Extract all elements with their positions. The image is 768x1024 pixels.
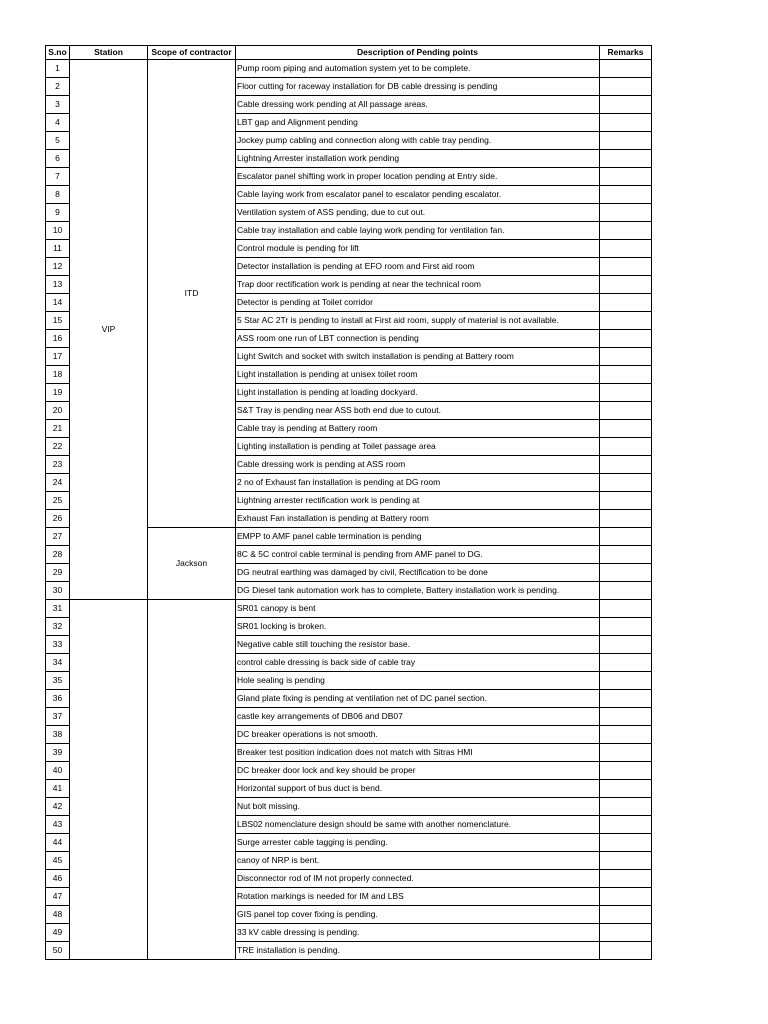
row-description: TRE installation is pending. — [236, 942, 600, 960]
header-sno: S.no — [46, 46, 70, 60]
row-remarks — [600, 258, 652, 276]
row-remarks — [600, 294, 652, 312]
row-remarks — [600, 780, 652, 798]
row-description: Exhaust Fan installation is pending at Battery room — [236, 510, 600, 528]
row-description: LBS02 nomenclature design should be same with another nomenclature. — [236, 816, 600, 834]
row-remarks — [600, 582, 652, 600]
row-remarks — [600, 276, 652, 294]
row-sno: 37 — [46, 708, 70, 726]
row-remarks — [600, 834, 652, 852]
row-remarks — [600, 546, 652, 564]
row-description: Light Switch and socket with switch installation is pending at Battery room — [236, 348, 600, 366]
row-remarks — [600, 312, 652, 330]
row-description: Nut bolt missing. — [236, 798, 600, 816]
row-remarks — [600, 942, 652, 960]
station-cell: VIP — [70, 60, 148, 600]
row-sno: 16 — [46, 330, 70, 348]
row-description: Jockey pump cabling and connection along with cable tray pending. — [236, 132, 600, 150]
row-description: Hole sealing is pending — [236, 672, 600, 690]
header-scope: Scope of contractor — [148, 46, 236, 60]
row-remarks — [600, 690, 652, 708]
row-description: Floor cutting for raceway installation for DB cable dressing is pending — [236, 78, 600, 96]
row-description: Disconnector rod of IM not properly connected. — [236, 870, 600, 888]
row-sno: 45 — [46, 852, 70, 870]
row-sno: 49 — [46, 924, 70, 942]
row-sno: 47 — [46, 888, 70, 906]
row-description: DG neutral earthing was damaged by civil, Rectification to be done — [236, 564, 600, 582]
row-description: DC breaker operations is not smooth. — [236, 726, 600, 744]
row-description: Control module is pending for lift — [236, 240, 600, 258]
row-description: Horizontal support of bus duct is bend. — [236, 780, 600, 798]
row-description: Detector installation is pending at EFO room and First aid room — [236, 258, 600, 276]
header-station: Station — [70, 46, 148, 60]
row-description: Trap door rectification work is pending at near the technical room — [236, 276, 600, 294]
row-description: canoy of NRP is bent. — [236, 852, 600, 870]
row-remarks — [600, 240, 652, 258]
scope-cell: Jackson — [148, 528, 236, 600]
row-sno: 7 — [46, 168, 70, 186]
row-sno: 31 — [46, 600, 70, 618]
header-row — [46, 46, 652, 60]
row-remarks — [600, 888, 652, 906]
row-remarks — [600, 384, 652, 402]
row-remarks — [600, 114, 652, 132]
row-remarks — [600, 564, 652, 582]
row-remarks — [600, 96, 652, 114]
row-sno: 32 — [46, 618, 70, 636]
row-remarks — [600, 438, 652, 456]
row-sno: 18 — [46, 366, 70, 384]
row-sno: 15 — [46, 312, 70, 330]
row-sno: 8 — [46, 186, 70, 204]
row-sno: 10 — [46, 222, 70, 240]
row-description: DG Diesel tank automation work has to complete, Battery installation work is pending. — [236, 582, 600, 600]
row-remarks — [600, 204, 652, 222]
row-sno: 2 — [46, 78, 70, 96]
pending-points-table — [45, 45, 652, 960]
row-description: LBT gap and Alignment pending — [236, 114, 600, 132]
row-sno: 4 — [46, 114, 70, 132]
row-description: Breaker test position indication does not match with Sitras HMI — [236, 744, 600, 762]
row-sno: 21 — [46, 420, 70, 438]
table-row — [46, 60, 652, 78]
row-remarks — [600, 870, 652, 888]
row-sno: 38 — [46, 726, 70, 744]
row-description: Gland plate fixing is pending at ventilation net of DC panel section. — [236, 690, 600, 708]
header-description: Description of Pending points — [236, 46, 600, 60]
row-description: Rotation markings is needed for IM and LBS — [236, 888, 600, 906]
row-remarks — [600, 132, 652, 150]
row-description: Ventilation system of ASS pending, due to cut out. — [236, 204, 600, 222]
row-remarks — [600, 492, 652, 510]
row-remarks — [600, 150, 652, 168]
row-description: Cable dressing work pending at All passage areas. — [236, 96, 600, 114]
row-description: Cable tray installation and cable laying work pending for ventilation fan. — [236, 222, 600, 240]
row-sno: 34 — [46, 654, 70, 672]
row-remarks — [600, 348, 652, 366]
row-sno: 24 — [46, 474, 70, 492]
row-sno: 23 — [46, 456, 70, 474]
row-sno: 9 — [46, 204, 70, 222]
row-sno: 11 — [46, 240, 70, 258]
row-description: Lighting installation is pending at Toilet passage area — [236, 438, 600, 456]
row-sno: 35 — [46, 672, 70, 690]
row-description: SR01 locking is broken. — [236, 618, 600, 636]
row-remarks — [600, 402, 652, 420]
row-remarks — [600, 528, 652, 546]
row-sno: 19 — [46, 384, 70, 402]
table-row — [46, 600, 652, 618]
row-sno: 17 — [46, 348, 70, 366]
row-description: Detector is pending at Toilet corridor — [236, 294, 600, 312]
row-sno: 27 — [46, 528, 70, 546]
row-remarks — [600, 456, 652, 474]
row-sno: 14 — [46, 294, 70, 312]
row-remarks — [600, 726, 652, 744]
row-description: Surge arrester cable tagging is pending. — [236, 834, 600, 852]
row-sno: 48 — [46, 906, 70, 924]
row-description: Light installation is pending at unisex toilet room — [236, 366, 600, 384]
row-description: S&T Tray is pending near ASS both end due to cutout. — [236, 402, 600, 420]
row-description: Negative cable still touching the resistor base. — [236, 636, 600, 654]
row-sno: 36 — [46, 690, 70, 708]
row-remarks — [600, 168, 652, 186]
row-sno: 40 — [46, 762, 70, 780]
row-remarks — [600, 744, 652, 762]
scope-cell — [148, 600, 236, 960]
row-remarks — [600, 330, 652, 348]
row-sno: 25 — [46, 492, 70, 510]
row-remarks — [600, 654, 652, 672]
row-remarks — [600, 60, 652, 78]
row-remarks — [600, 420, 652, 438]
row-sno: 39 — [46, 744, 70, 762]
row-description: 8C & 5C control cable terminal is pending from AMF panel to DG. — [236, 546, 600, 564]
row-description: castle key arrangements of DB06 and DB07 — [236, 708, 600, 726]
table-body — [46, 60, 652, 960]
station-cell — [70, 600, 148, 960]
row-sno: 30 — [46, 582, 70, 600]
row-description: 2 no of Exhaust fan installation is pending at DG room — [236, 474, 600, 492]
row-description: SR01 canopy is bent — [236, 600, 600, 618]
row-description: 33 kV cable dressing is pending. — [236, 924, 600, 942]
row-remarks — [600, 474, 652, 492]
row-remarks — [600, 906, 652, 924]
row-description: Light installation is pending at loading dockyard. — [236, 384, 600, 402]
row-remarks — [600, 510, 652, 528]
row-description: Lightning arrester rectification work is pending at — [236, 492, 600, 510]
row-description: Pump room piping and automation system yet to be complete. — [236, 60, 600, 78]
row-sno: 6 — [46, 150, 70, 168]
row-description: 5 Star AC 2Tr is pending to install at First aid room, supply of material is not available. — [236, 312, 600, 330]
row-sno: 3 — [46, 96, 70, 114]
row-sno: 44 — [46, 834, 70, 852]
row-sno: 46 — [46, 870, 70, 888]
row-description: Cable tray is pending at Battery room — [236, 420, 600, 438]
row-remarks — [600, 708, 652, 726]
row-sno: 1 — [46, 60, 70, 78]
row-sno: 26 — [46, 510, 70, 528]
row-sno: 13 — [46, 276, 70, 294]
row-remarks — [600, 186, 652, 204]
row-remarks — [600, 222, 652, 240]
row-sno: 41 — [46, 780, 70, 798]
row-sno: 20 — [46, 402, 70, 420]
row-description: Lightning Arrester installation work pending — [236, 150, 600, 168]
row-remarks — [600, 816, 652, 834]
scope-cell: ITD — [148, 60, 236, 528]
row-description: control cable dressing is back side of cable tray — [236, 654, 600, 672]
row-remarks — [600, 852, 652, 870]
row-description: GIS panel top cover fixing is pending. — [236, 906, 600, 924]
row-remarks — [600, 924, 652, 942]
row-sno: 29 — [46, 564, 70, 582]
row-remarks — [600, 798, 652, 816]
row-remarks — [600, 600, 652, 618]
row-remarks — [600, 78, 652, 96]
row-description: EMPP to AMF panel cable termination is pending — [236, 528, 600, 546]
row-remarks — [600, 672, 652, 690]
row-description: ASS room one run of LBT connection is pending — [236, 330, 600, 348]
row-description: Cable dressing work is pending at ASS room — [236, 456, 600, 474]
row-sno: 22 — [46, 438, 70, 456]
row-sno: 12 — [46, 258, 70, 276]
row-remarks — [600, 366, 652, 384]
row-description: Cable laying work from escalator panel to escalator pending escalator. — [236, 186, 600, 204]
row-sno: 42 — [46, 798, 70, 816]
row-remarks — [600, 618, 652, 636]
row-description: DC breaker door lock and key should be proper — [236, 762, 600, 780]
row-sno: 43 — [46, 816, 70, 834]
row-remarks — [600, 636, 652, 654]
row-description: Escalator panel shifting work in proper location pending at Entry side. — [236, 168, 600, 186]
row-sno: 50 — [46, 942, 70, 960]
row-remarks — [600, 762, 652, 780]
header-remarks: Remarks — [600, 46, 652, 60]
row-sno: 5 — [46, 132, 70, 150]
row-sno: 28 — [46, 546, 70, 564]
row-sno: 33 — [46, 636, 70, 654]
